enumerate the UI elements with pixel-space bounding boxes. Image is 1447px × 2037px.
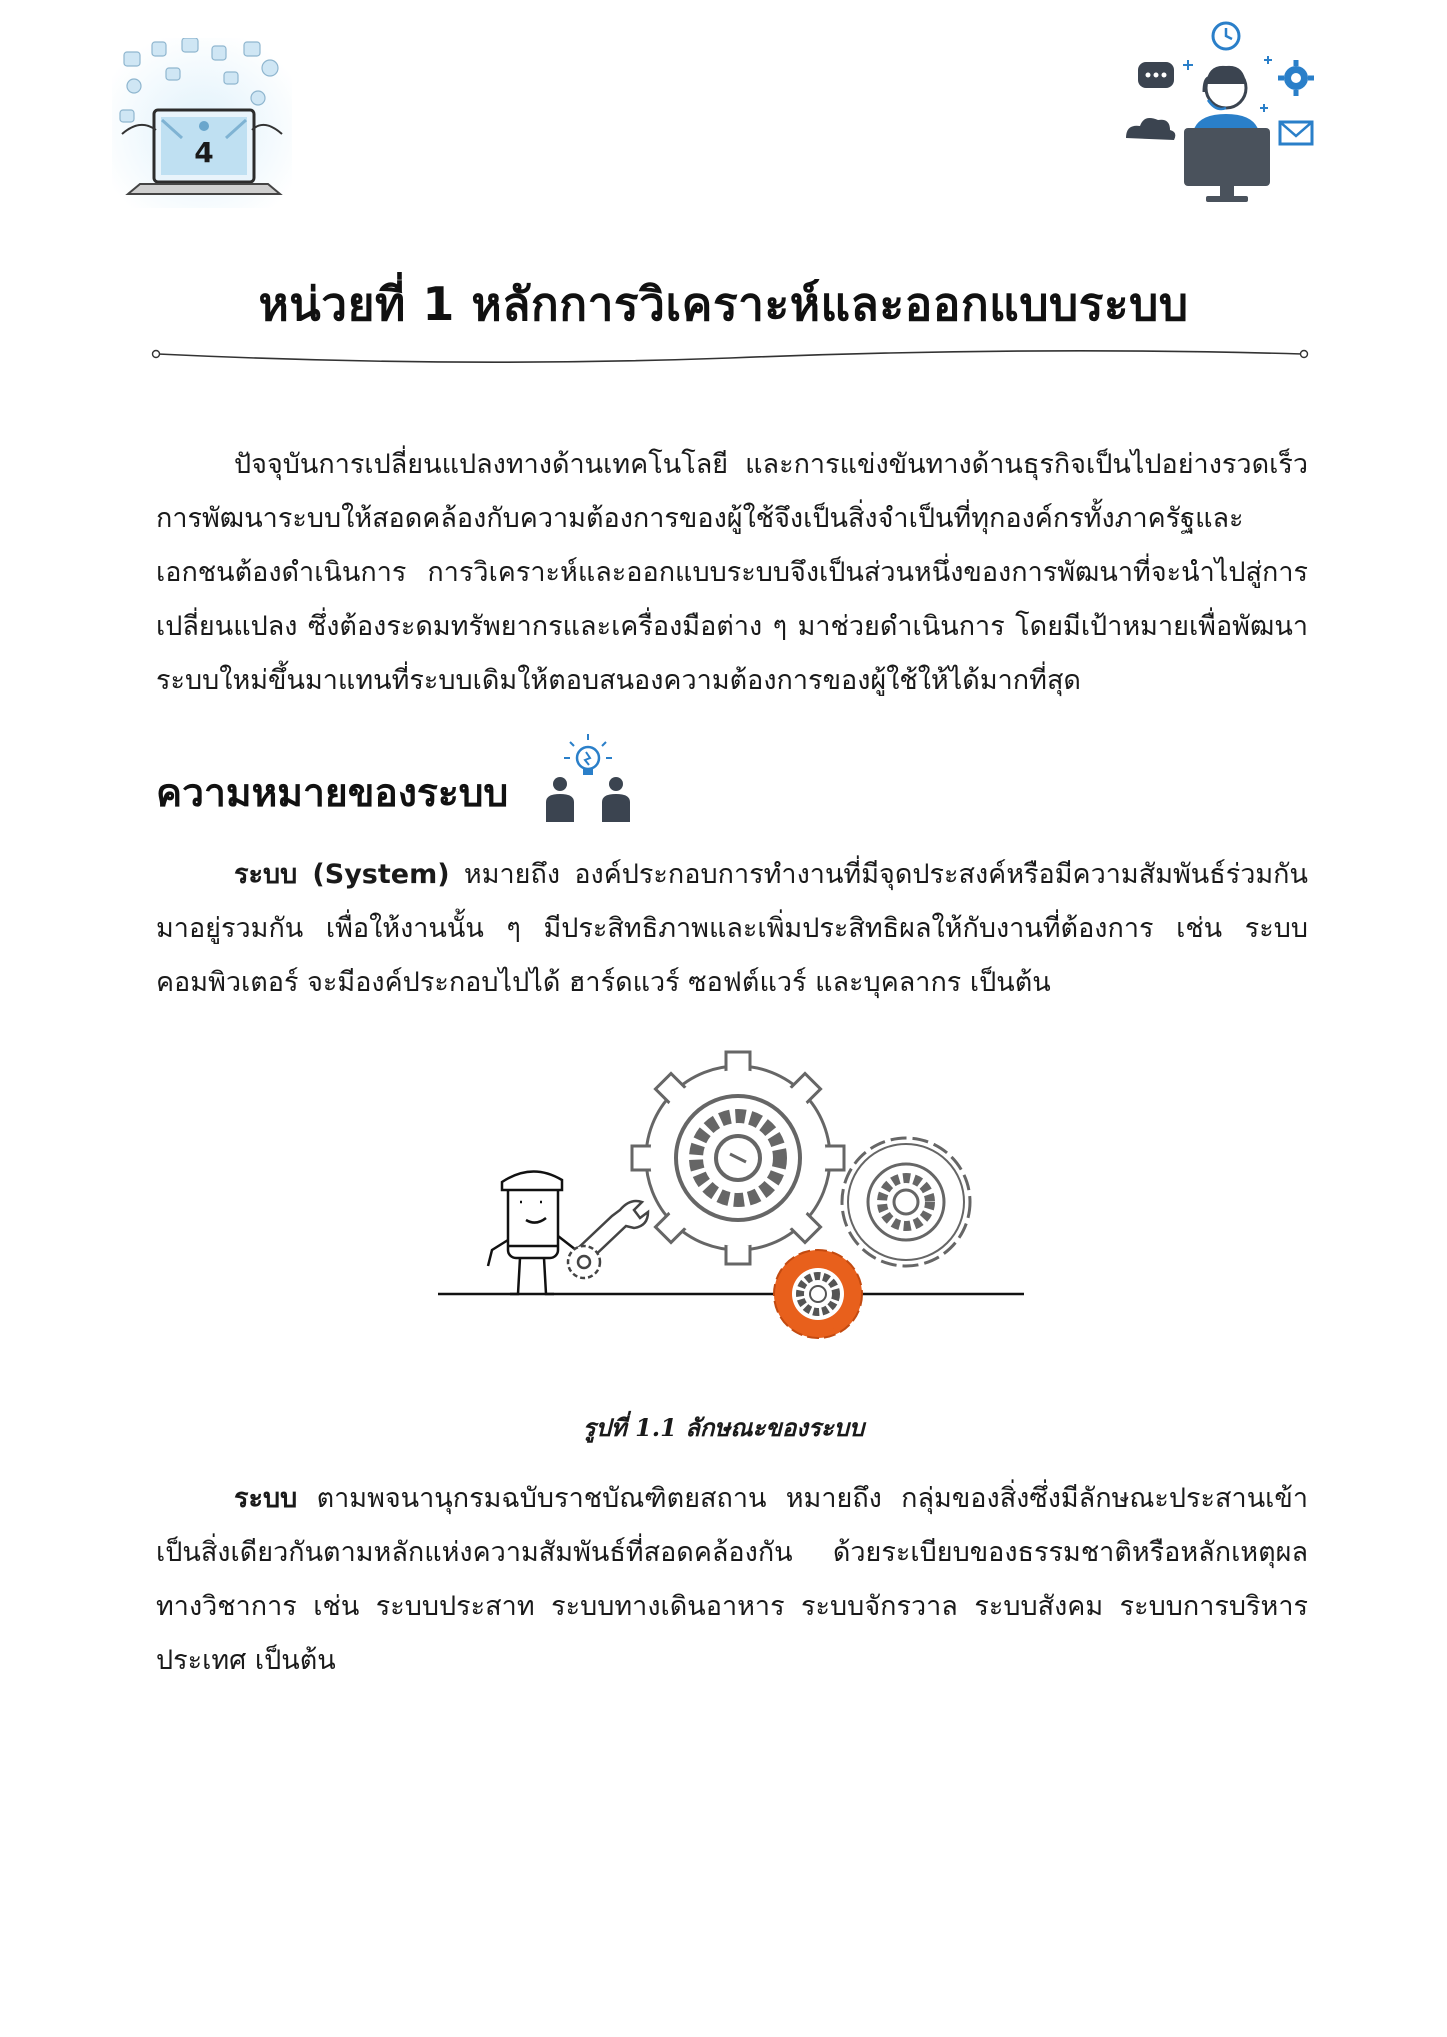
wrench-icon (568, 1201, 648, 1278)
intro-paragraph-text: ปัจจุบันการเปลี่ยนแปลงทางด้านเทคโนโลยี และการแข่งขันทางด้านธุรกิจเป็นไปอย่างรวดเร็ว การพัฒนาระบบให้สอดคล้องกับความต้องการของผู้ใช้จึงเป็นสิ่งจำเป็นที่ทุกองค์กรทั้งภาครัฐและเอกชนต้องดำเนินการ การวิเคราะห์และออกแบบระบบจึงเป็นส่วนหนึ่งของการพัฒนาที่จะนำไปสู่การเปลี่ยนแปลง ซึ่งต้องระดมทรัพยากรและเครื่องมือต่าง ๆ มาช่วยดำเนินการ โดยมีเป้าหมายเพื่อพัฒนาระบบใหม่ขึ้นมาแทนที่ระบบเดิมให้ตอบสนองความต้องการของผู้ใช้ให้ได้มากที่สุด (156, 449, 1308, 696)
large-gear-icon (632, 1052, 844, 1264)
title-underline-divider (150, 338, 1310, 372)
definition-text-2: ตามพจนานุกรมฉบับราชบัณฑิตยสถาน หมายถึง กลุ่มของสิ่งซึ่งมีลักษณะประสานเข้าเป็นสิ่งเดียวกันตามหลักแห่งความสัมพันธ์ที่สอดคล้องกัน ด้วยระเบียบของธรรมชาติหรือหลักเหตุผลทางวิชาการ เช่น ระบบประสาท ระบบทางเดินอาหาร ระบบจักรวาล ระบบสังคม ระบบการบริหารประเทศ เป็นต้น (156, 1483, 1308, 1676)
laptop-illustration-icon (112, 38, 292, 208)
definition-paragraph-2 (156, 1472, 1308, 1688)
orange-gear-icon (774, 1250, 862, 1338)
system-gears-illustration (436, 1050, 1026, 1340)
figure-caption: รูปที่ 1.1 ลักษณะของระบบ (582, 1413, 865, 1442)
medium-gear-icon (842, 1138, 970, 1266)
section-heading: ความหมายของระบบ (156, 771, 509, 816)
people-lightbulb-icon (540, 732, 636, 824)
definition-paragraph-1 (156, 848, 1308, 1010)
definition-text-1: หมายถึง องค์ประกอบการทำงานที่มีจุดประสงค์หรือมีความสัมพันธ์ร่วมกันมาอยู่รวมกัน เพื่อให้งานนั้น ๆ มีประสิทธิภาพและเพิ่มประสิทธิผลให้กับงานที่ต้องการ เช่น ระบบคอมพิวเตอร์ จะมีองค์ประกอบไปได้ ฮาร์ดแวร์ ซอฟต์แวร์ และบุคลากร เป็นต้น (156, 859, 1308, 998)
page-title: หน่วยที่ 1 หลักการวิเคราะห์และออกแบบระบบ (258, 277, 1189, 331)
support-agent-icon (1118, 20, 1318, 210)
definition-term-2: ระบบ (234, 1483, 298, 1514)
laptop-badge-number: 4 (194, 136, 214, 169)
definition-term-1: ระบบ (System) (234, 859, 450, 890)
intro-paragraph (156, 438, 1308, 708)
worker-with-wrench-icon (488, 1171, 576, 1294)
